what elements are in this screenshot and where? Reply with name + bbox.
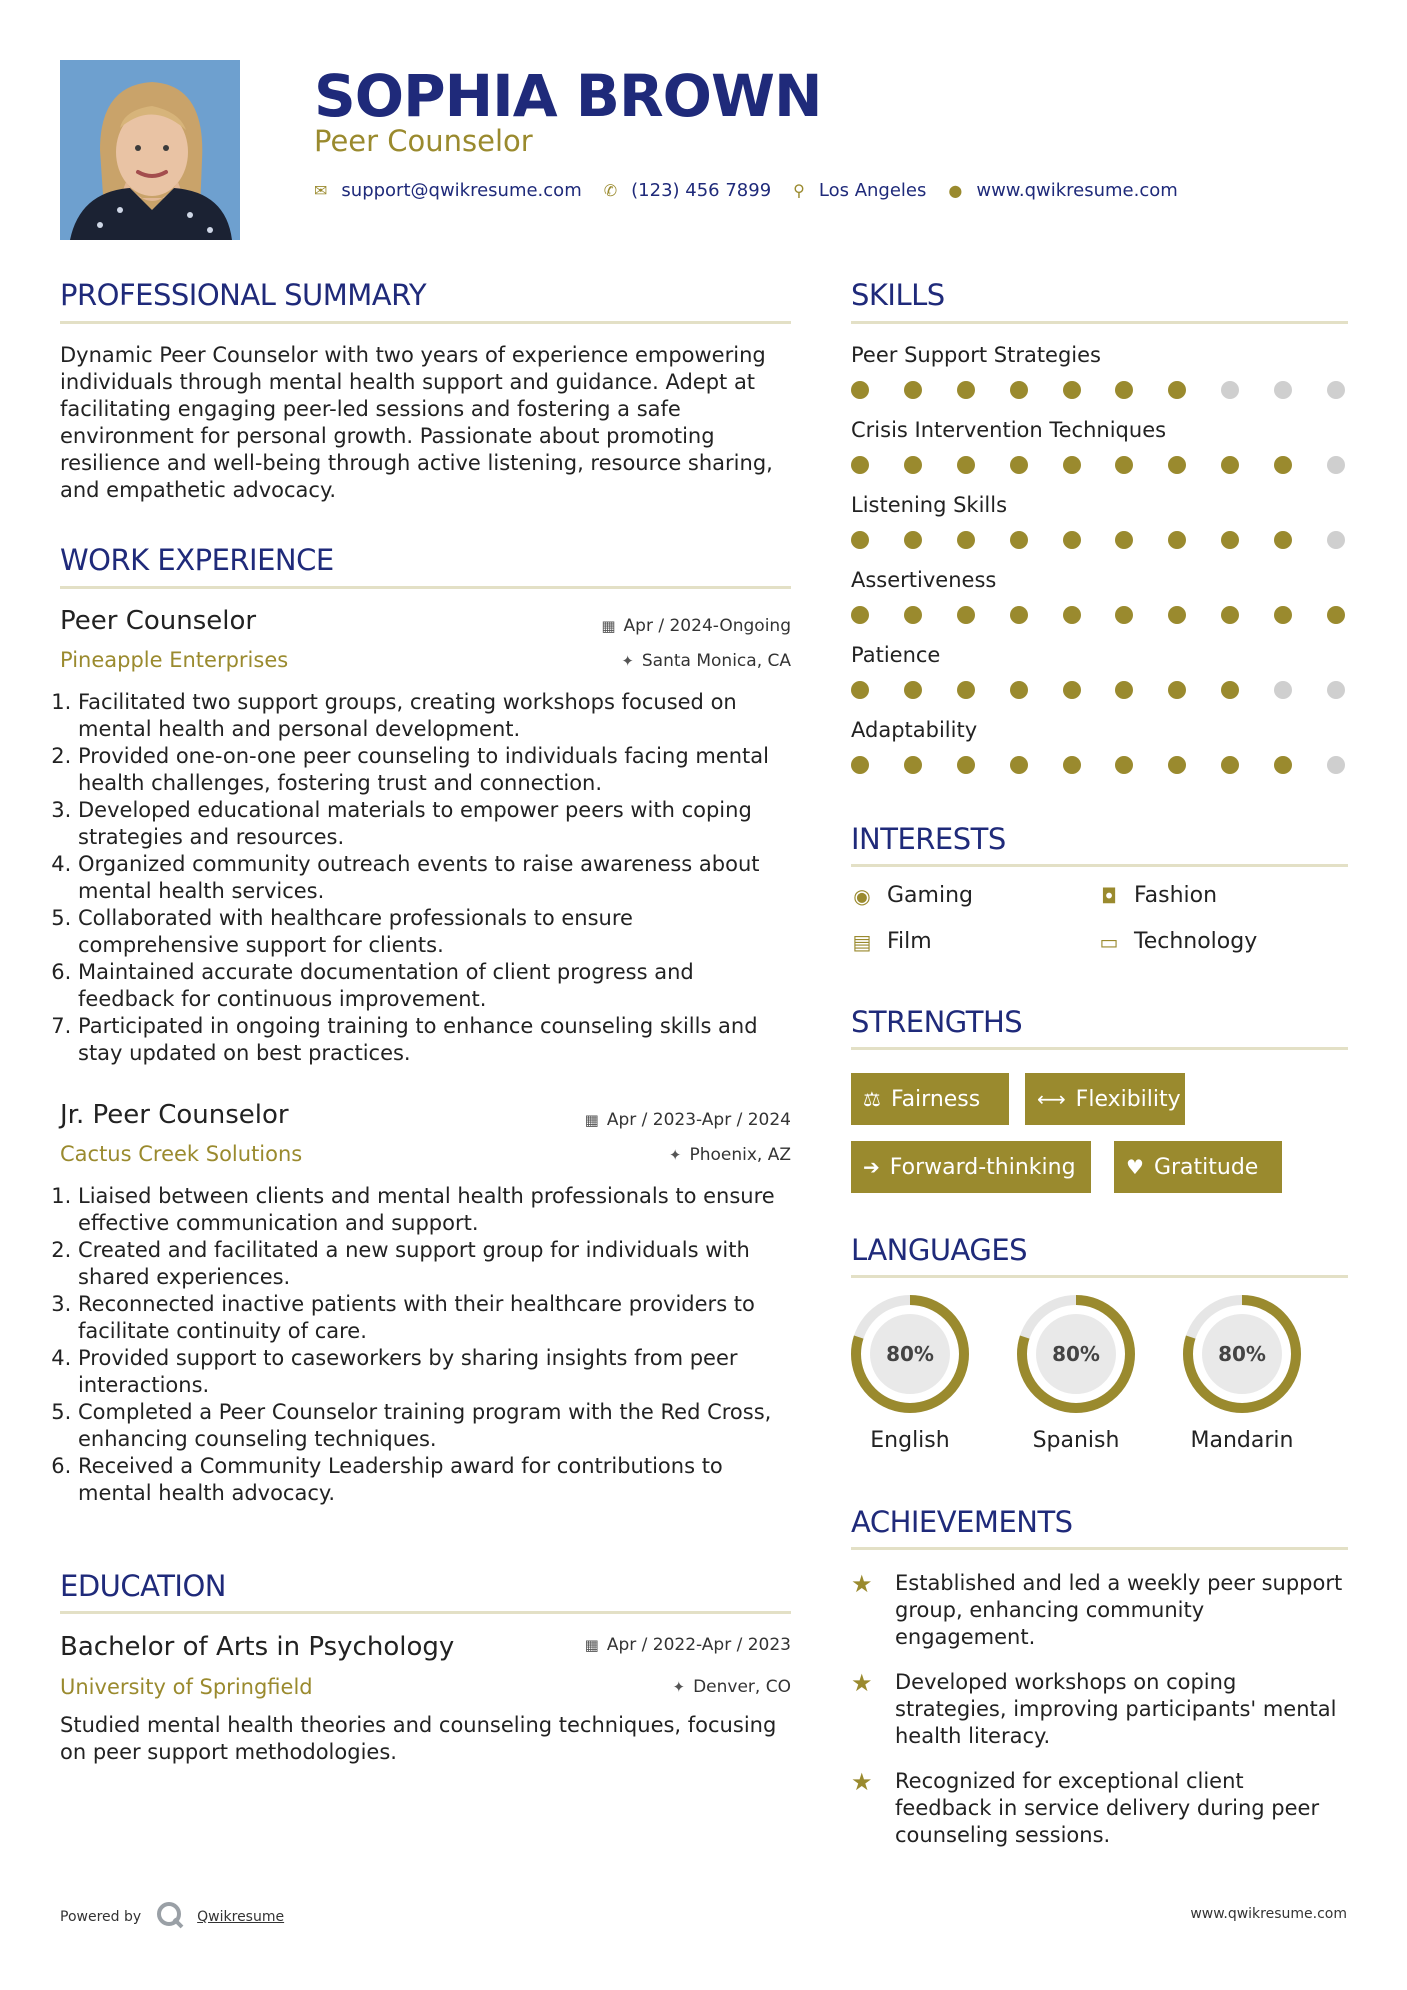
school-name: University of Springfield [60,1675,313,1699]
heart-icon: ♥ [1126,1155,1144,1179]
qwikresume-logo-icon [155,1900,185,1934]
skill-name: Listening Skills [851,493,1008,517]
strength-chip: ⟷ Flexibility [1025,1073,1185,1125]
achievement-item: ★ Established and led a weekly peer support group, enhancing community engagement. [851,1570,1343,1649]
language-item [835,1292,985,1453]
rating-dot-filled [1063,531,1081,549]
language-name: Mandarin [1190,1428,1294,1453]
rating-dot-empty [1327,531,1345,549]
rating-dot-filled [1168,456,1186,474]
rating-dot-filled [1168,531,1186,549]
rating-dot-filled [904,531,922,549]
skill-name: Assertiveness [851,568,997,592]
summary-text: Dynamic Peer Counselor with two years of experience empowering individuals through mental health support and guidance. Adept at facilitating engaging peer-led sessions and fostering a safe environment for personal growth. Passionate about promoting resilience and well-being through active listening, resource sharing, and empathetic advocacy. [60,343,773,502]
job-company: Pineapple Enterprises [60,648,289,672]
rating-dot-filled [1063,681,1081,699]
rating-dot-filled [1063,756,1081,774]
rating-dot-filled [1221,756,1239,774]
language-item [1167,1292,1317,1453]
list-item: 6. Maintained accurate documentation of client progress and feedback for continuous improvement. [78,959,795,1013]
strength-chip: ♥ Gratitude [1114,1141,1282,1193]
rating-dot-empty [1327,381,1345,399]
rating-dot-empty [1327,456,1345,474]
job-date: ▦ Apr / 2023-Apr / 2024 [584,1110,791,1130]
brand-link[interactable]: Qwikresume [197,1909,285,1925]
list-item: 5. Completed a Peer Counselor training program with the Red Cross, enhancing counseling techniques. [78,1399,795,1453]
rating-dot-filled [1115,681,1133,699]
list-item: 2. Created and facilitated a new support group for individuals with shared experiences. [78,1237,795,1291]
rating-dot-filled [1327,606,1345,624]
education-divider [60,1611,791,1614]
skill-item [851,643,1351,718]
rating-dot-filled [1274,456,1292,474]
achievements-title: ACHIEVEMENTS [851,1505,1073,1539]
star-icon: ★ [851,1669,873,1697]
rating-dot-empty [1327,681,1345,699]
gauge-percent: 80% [886,1342,934,1366]
list-item: 1. Liaised between clients and mental health professionals to ensure effective communication and support. [78,1183,795,1237]
bullet-list [60,1183,795,1507]
degree-title: Bachelor of Arts in Psychology [60,1632,455,1662]
job-title: Jr. Peer Counselor [60,1100,289,1130]
footer-powered [60,1900,284,1934]
achievements-divider [851,1547,1348,1550]
gauge-percent: 80% [1052,1342,1100,1366]
skill-item [851,718,1351,793]
rating-dot-filled [1010,456,1028,474]
rating-dot-filled [1115,756,1133,774]
list-item: 3. Developed educational materials to empower peers with coping strategies and resources. [78,797,795,851]
job-bullets [60,1183,795,1507]
rating-dot-filled [904,456,922,474]
rating-dot-filled [1115,531,1133,549]
language-name: Spanish [1032,1428,1120,1453]
language-gauge [848,1292,972,1416]
contact-phone[interactable]: (123) 456 7899 [631,180,772,201]
languages-title: LANGUAGES [851,1233,1028,1267]
interest-item: ▤ Film [852,929,932,954]
avatar [60,60,240,240]
experience-title: WORK EXPERIENCE [60,543,334,577]
language-name: English [870,1428,950,1453]
arrow-right-icon: ➔ [863,1155,880,1179]
rating-dot-filled [1221,606,1239,624]
experience-divider [60,586,791,589]
list-item: 7. Participated in ongoing training to enhance counseling skills and stay updated on best practices. [78,1013,795,1067]
pushpin-icon: ✦ [621,652,634,670]
bullet-list [60,689,795,1067]
rating-dot-empty [1221,381,1239,399]
rating-dot-filled [851,531,869,549]
rating-dot-filled [1010,681,1028,699]
rating-dot-filled [1010,606,1028,624]
calendar-icon: ▦ [584,1636,599,1654]
contact-bar [314,180,1200,201]
skill-name: Peer Support Strategies [851,343,1102,367]
list-item: 4. Organized community outreach events to raise awareness about mental health services. [78,851,795,905]
interests-title: INTERESTS [851,822,1006,856]
star-icon: ★ [851,1768,873,1796]
skill-rating [851,606,1345,624]
shopping-bag-icon: ◘ [1101,883,1117,908]
education-date: ▦ Apr / 2022-Apr / 2023 [584,1635,791,1655]
contact-email[interactable]: support@qwikresume.com [341,180,582,201]
candidate-name: SOPHIA BROWN [314,62,822,130]
rating-dot-filled [1168,681,1186,699]
summary-divider [60,321,791,324]
languages-divider [851,1275,1348,1278]
rating-dot-filled [904,756,922,774]
rating-dot-filled [1168,381,1186,399]
rating-dot-filled [851,456,869,474]
rating-dot-empty [1274,681,1292,699]
arrows-horizontal-icon: ⟷ [1037,1087,1066,1111]
globe-icon: ● [948,181,963,200]
candidate-role: Peer Counselor [314,124,533,158]
education-title: EDUCATION [60,1569,227,1603]
rating-dot-filled [1115,381,1133,399]
rating-dot-filled [851,756,869,774]
rating-dot-filled [957,681,975,699]
education-text: Studied mental health theories and counseling techniques, focusing on peer support methodologies. [60,1713,777,1764]
rating-dot-filled [851,606,869,624]
laptop-icon: ▭ [1099,929,1119,954]
skill-rating [851,531,1345,549]
rating-dot-filled [957,381,975,399]
strengths-divider [851,1047,1348,1050]
language-item [1001,1292,1151,1453]
rating-dot-filled [1010,531,1028,549]
list-item: 4. Provided support to caseworkers by sharing insights from peer interactions. [78,1345,795,1399]
pushpin-icon: ✦ [672,1678,686,1696]
language-gauge [1014,1292,1138,1416]
rating-dot-filled [1168,756,1186,774]
profile-photo [60,60,240,240]
gauge-percent: 80% [1218,1342,1266,1366]
languages-list [835,1292,1335,1462]
language-gauge [1180,1292,1304,1416]
rating-dot-filled [1063,456,1081,474]
skill-rating [851,456,1345,474]
rating-dot-filled [1274,606,1292,624]
skills-list [851,343,1351,793]
rating-dot-filled [1221,531,1239,549]
rating-dot-filled [957,756,975,774]
rating-dot-filled [1010,381,1028,399]
interests-divider [851,864,1348,867]
rating-dot-filled [957,606,975,624]
skill-item [851,493,1351,568]
job-location: ✦ Santa Monica, CA [621,651,791,671]
contact-website[interactable]: www.qwikresume.com [976,180,1178,201]
job-company: Cactus Creek Solutions [60,1142,303,1166]
skill-rating [851,756,1345,774]
powered-by-label: Powered by [60,1909,142,1925]
achievement-item: ★ Recognized for exceptional client feedback in service delivery during peer counseling sessions. [851,1768,1320,1847]
strength-chip: ➔ Forward-thinking [851,1141,1091,1193]
rating-dot-filled [1274,756,1292,774]
list-item: 5. Collaborated with healthcare professionals to ensure comprehensive support for clients. [78,905,795,959]
rating-dot-empty [1327,756,1345,774]
skill-name: Adaptability [851,718,978,742]
achievement-item: ★ Developed workshops on coping strategies, improving participants' mental health literacy. [851,1669,1337,1748]
list-item: 1. Facilitated two support groups, creating workshops focused on mental health and personal development. [78,689,795,743]
job-date: ▦ Apr / 2024-Ongoing [601,616,791,636]
gamepad-icon: ◉ [853,883,871,908]
skills-title: SKILLS [851,278,945,312]
job-title: Peer Counselor [60,606,257,636]
skill-name: Patience [851,643,941,667]
rating-dot-filled [851,681,869,699]
rating-dot-filled [1221,456,1239,474]
film-icon: ▤ [852,929,872,954]
calendar-icon: ▦ [601,617,616,635]
rating-dot-filled [851,381,869,399]
interest-item: ▭ Technology [1099,929,1258,954]
rating-dot-filled [1115,456,1133,474]
rating-dot-filled [1168,606,1186,624]
rating-dot-filled [1221,681,1239,699]
rating-dot-filled [904,681,922,699]
rating-dot-filled [904,381,922,399]
list-item: 6. Received a Community Leadership award for contributions to mental health advocacy. [78,1453,795,1507]
rating-dot-filled [1010,756,1028,774]
rating-dot-filled [957,456,975,474]
strength-chip: ⚖ Fairness [851,1073,1009,1125]
balance-scale-icon: ⚖ [863,1087,881,1111]
contact-location: Los Angeles [818,180,927,201]
rating-dot-filled [957,531,975,549]
skill-item [851,418,1351,493]
skill-name: Crisis Intervention Techniques [851,418,1167,442]
rating-dot-filled [1115,606,1133,624]
strengths-title: STRENGTHS [851,1005,1023,1039]
rating-dot-empty [1274,381,1292,399]
phone-icon: ✆ [603,181,618,200]
skill-rating [851,681,1345,699]
education-location: ✦ Denver, CO [672,1677,791,1697]
envelope-icon: ✉ [314,181,328,200]
rating-dot-filled [1063,606,1081,624]
skill-item [851,343,1351,418]
summary-title: PROFESSIONAL SUMMARY [60,278,427,312]
job-location: ✦ Phoenix, AZ [668,1145,791,1165]
star-icon: ★ [851,1570,873,1598]
interest-item: ◘ Fashion [1098,883,1217,908]
skills-divider [851,321,1348,324]
rating-dot-filled [1274,531,1292,549]
rating-dot-filled [904,606,922,624]
footer-website[interactable]: www.qwikresume.com [1190,1906,1347,1922]
pushpin-icon: ✦ [668,1146,682,1164]
list-item: 2. Provided one-on-one peer counseling to individuals facing mental health challenges, fostering trust and connection. [78,743,795,797]
calendar-icon: ▦ [584,1111,599,1129]
list-item: 3. Reconnected inactive patients with their healthcare providers to facilitate continuity of care. [78,1291,795,1345]
skill-item [851,568,1351,643]
skill-rating [851,381,1345,399]
job-bullets [60,689,795,1067]
rating-dot-filled [1063,381,1081,399]
interest-item: ◉ Gaming [851,883,973,908]
map-pin-icon: ⚲ [793,181,805,200]
